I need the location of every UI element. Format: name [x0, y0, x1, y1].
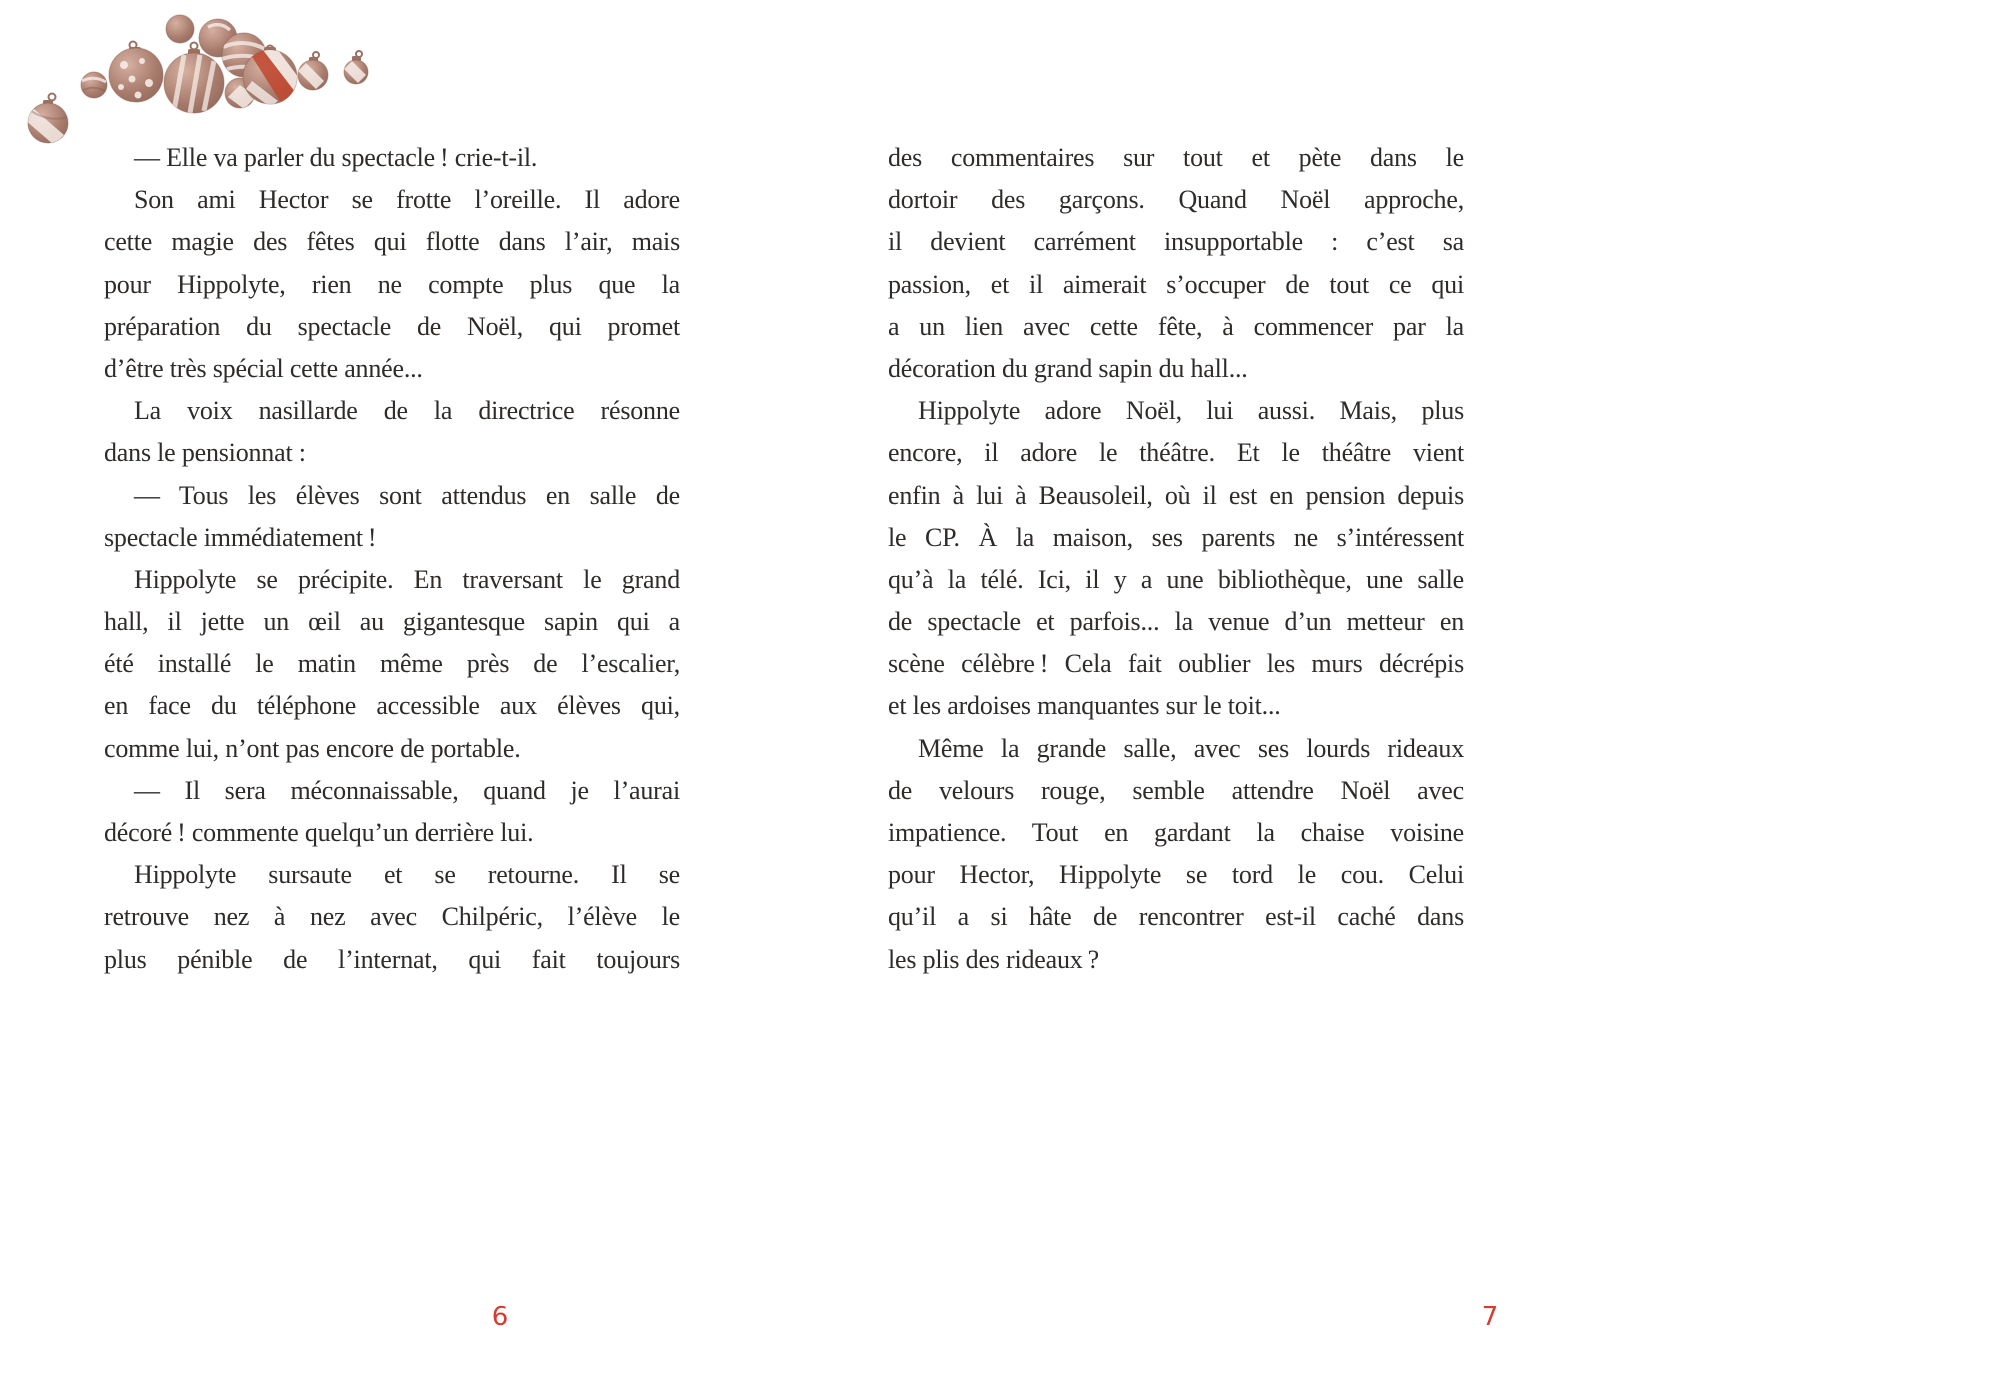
text-line	[888, 475, 1464, 517]
text-line-content: de velours rouge, semble attendre Noël avec	[888, 775, 1464, 805]
text-line-content: encore, il adore le théâtre. Et le théâtre vient	[888, 438, 1464, 468]
bauble-icon	[344, 51, 368, 84]
text-line	[104, 517, 680, 559]
text-line	[888, 728, 1464, 770]
text-line-content: Hippolyte se précipite. En traversant le grand	[134, 564, 680, 594]
text-line	[888, 559, 1464, 601]
text-line-content: dans le pensionnat :	[104, 438, 306, 468]
text-line	[888, 601, 1464, 643]
text-line	[888, 348, 1464, 390]
text-line-content: Son ami Hector se frotte l’oreille. Il adore	[134, 185, 680, 215]
text-line	[888, 643, 1464, 685]
text-line-content: et les ardoises manquantes sur le toit...	[888, 691, 1281, 721]
text-line	[104, 812, 680, 854]
text-line-content: préparation du spectacle de Noël, qui promet	[104, 311, 680, 341]
right-page-number: 7	[1481, 1302, 1499, 1332]
text-line	[104, 179, 680, 221]
text-line	[104, 348, 680, 390]
bauble-icon	[24, 94, 68, 146]
text-line	[104, 728, 680, 770]
text-line-content: hall, il jette un œil au gigantesque sapin qui a	[104, 607, 680, 637]
text-line	[888, 264, 1464, 306]
text-line	[888, 517, 1464, 559]
text-line-content: des commentaires sur tout et pète dans le	[888, 143, 1464, 172]
text-line	[104, 390, 680, 432]
text-line	[888, 939, 1464, 981]
bauble-icon	[109, 42, 163, 103]
text-line-content: de spectacle et parfois... la venue d’un metteur en	[888, 607, 1464, 637]
text-line-content: qu’il a si hâte de rencontrer est-il caché dans	[888, 902, 1464, 932]
text-line	[104, 770, 680, 812]
text-line-content: cette magie des fêtes qui flotte dans l’air, mais	[104, 227, 680, 257]
text-line-content: enfin à lui à Beausoleil, où il est en pension depuis	[888, 480, 1464, 510]
text-line	[104, 432, 680, 474]
text-line	[104, 264, 680, 306]
text-line-content: décoration du grand sapin du hall...	[888, 353, 1248, 383]
text-line	[888, 770, 1464, 812]
text-line-content: dortoir des garçons. Quand Noël approche,	[888, 185, 1464, 215]
text-line-content: pour Hippolyte, rien ne compte plus que la	[104, 269, 680, 299]
text-line-content: La voix nasillarde de la directrice résonne	[134, 396, 680, 426]
text-line-content: les plis des rideaux ?	[888, 944, 1099, 974]
text-line-content: d’être très spécial cette année...	[104, 353, 423, 383]
text-line-content: Même la grande salle, avec ses lourds rideaux	[918, 733, 1464, 763]
bauble-icon	[298, 52, 328, 90]
text-line-content: scène célèbre ! Cela fait oublier les murs décrépis	[888, 649, 1464, 679]
text-line-content: Hippolyte adore Noël, lui aussi. Mais, plus	[918, 396, 1464, 426]
text-line	[888, 306, 1464, 348]
text-line	[888, 685, 1464, 727]
text-line	[104, 221, 680, 263]
left-page-text	[104, 137, 680, 981]
text-line	[888, 179, 1464, 221]
text-line-content: retrouve nez à nez avec Chilpéric, l’élève le	[104, 902, 680, 932]
text-line-content: a un lien avec cette fête, à commencer par la	[888, 311, 1464, 341]
text-line-content: Hippolyte sursaute et se retourne. Il se	[134, 860, 680, 890]
text-line	[888, 137, 1464, 179]
text-line	[888, 896, 1464, 938]
text-line	[104, 475, 680, 517]
text-line	[104, 896, 680, 938]
text-line	[888, 812, 1464, 854]
bauble-icon	[166, 15, 194, 43]
text-line	[104, 643, 680, 685]
text-line	[888, 432, 1464, 474]
text-line-content: plus pénible de l’internat, qui fait toujours	[104, 944, 680, 974]
text-line-content: le CP. À la maison, ses parents ne s’intéressent	[888, 522, 1464, 552]
text-line-content: pour Hector, Hippolyte se tord le cou. Celui	[888, 860, 1464, 890]
text-line	[104, 685, 680, 727]
text-line-content: comme lui, n’ont pas encore de portable.	[104, 733, 521, 763]
text-line-content: — Elle va parler du spectacle ! crie-t-il.	[134, 143, 538, 172]
text-line-content: — Il sera méconnaissable, quand je l’aurai	[134, 775, 680, 805]
text-line	[104, 306, 680, 348]
left-page-number: 6	[491, 1302, 509, 1332]
text-line	[104, 559, 680, 601]
text-line	[104, 137, 680, 179]
text-line-content: impatience. Tout en gardant la chaise voisine	[888, 818, 1464, 847]
bauble-icon	[81, 72, 107, 98]
text-line	[104, 601, 680, 643]
christmas-baubles-illustration	[8, 5, 478, 155]
text-line	[888, 854, 1464, 896]
text-line-content: été installé le matin même près de l’escalier,	[104, 649, 680, 679]
text-line-content: spectacle immédiatement !	[104, 522, 377, 552]
text-line	[888, 390, 1464, 432]
text-line-content: décoré ! commente quelqu’un derrière lui.	[104, 818, 534, 847]
right-page-text	[888, 137, 1464, 981]
text-line	[104, 854, 680, 896]
text-line-content: qu’à la télé. Ici, il y a une bibliothèque, une salle	[888, 564, 1464, 594]
text-line-content: il devient carrément insupportable : c’est sa	[888, 227, 1464, 257]
text-line-content: en face du téléphone accessible aux élèves qui,	[104, 691, 680, 721]
text-line-content: — Tous les élèves sont attendus en salle de	[134, 480, 680, 510]
text-line	[104, 939, 680, 981]
text-line	[888, 221, 1464, 263]
text-line-content: passion, et il aimerait s’occuper de tout ce qui	[888, 269, 1464, 299]
